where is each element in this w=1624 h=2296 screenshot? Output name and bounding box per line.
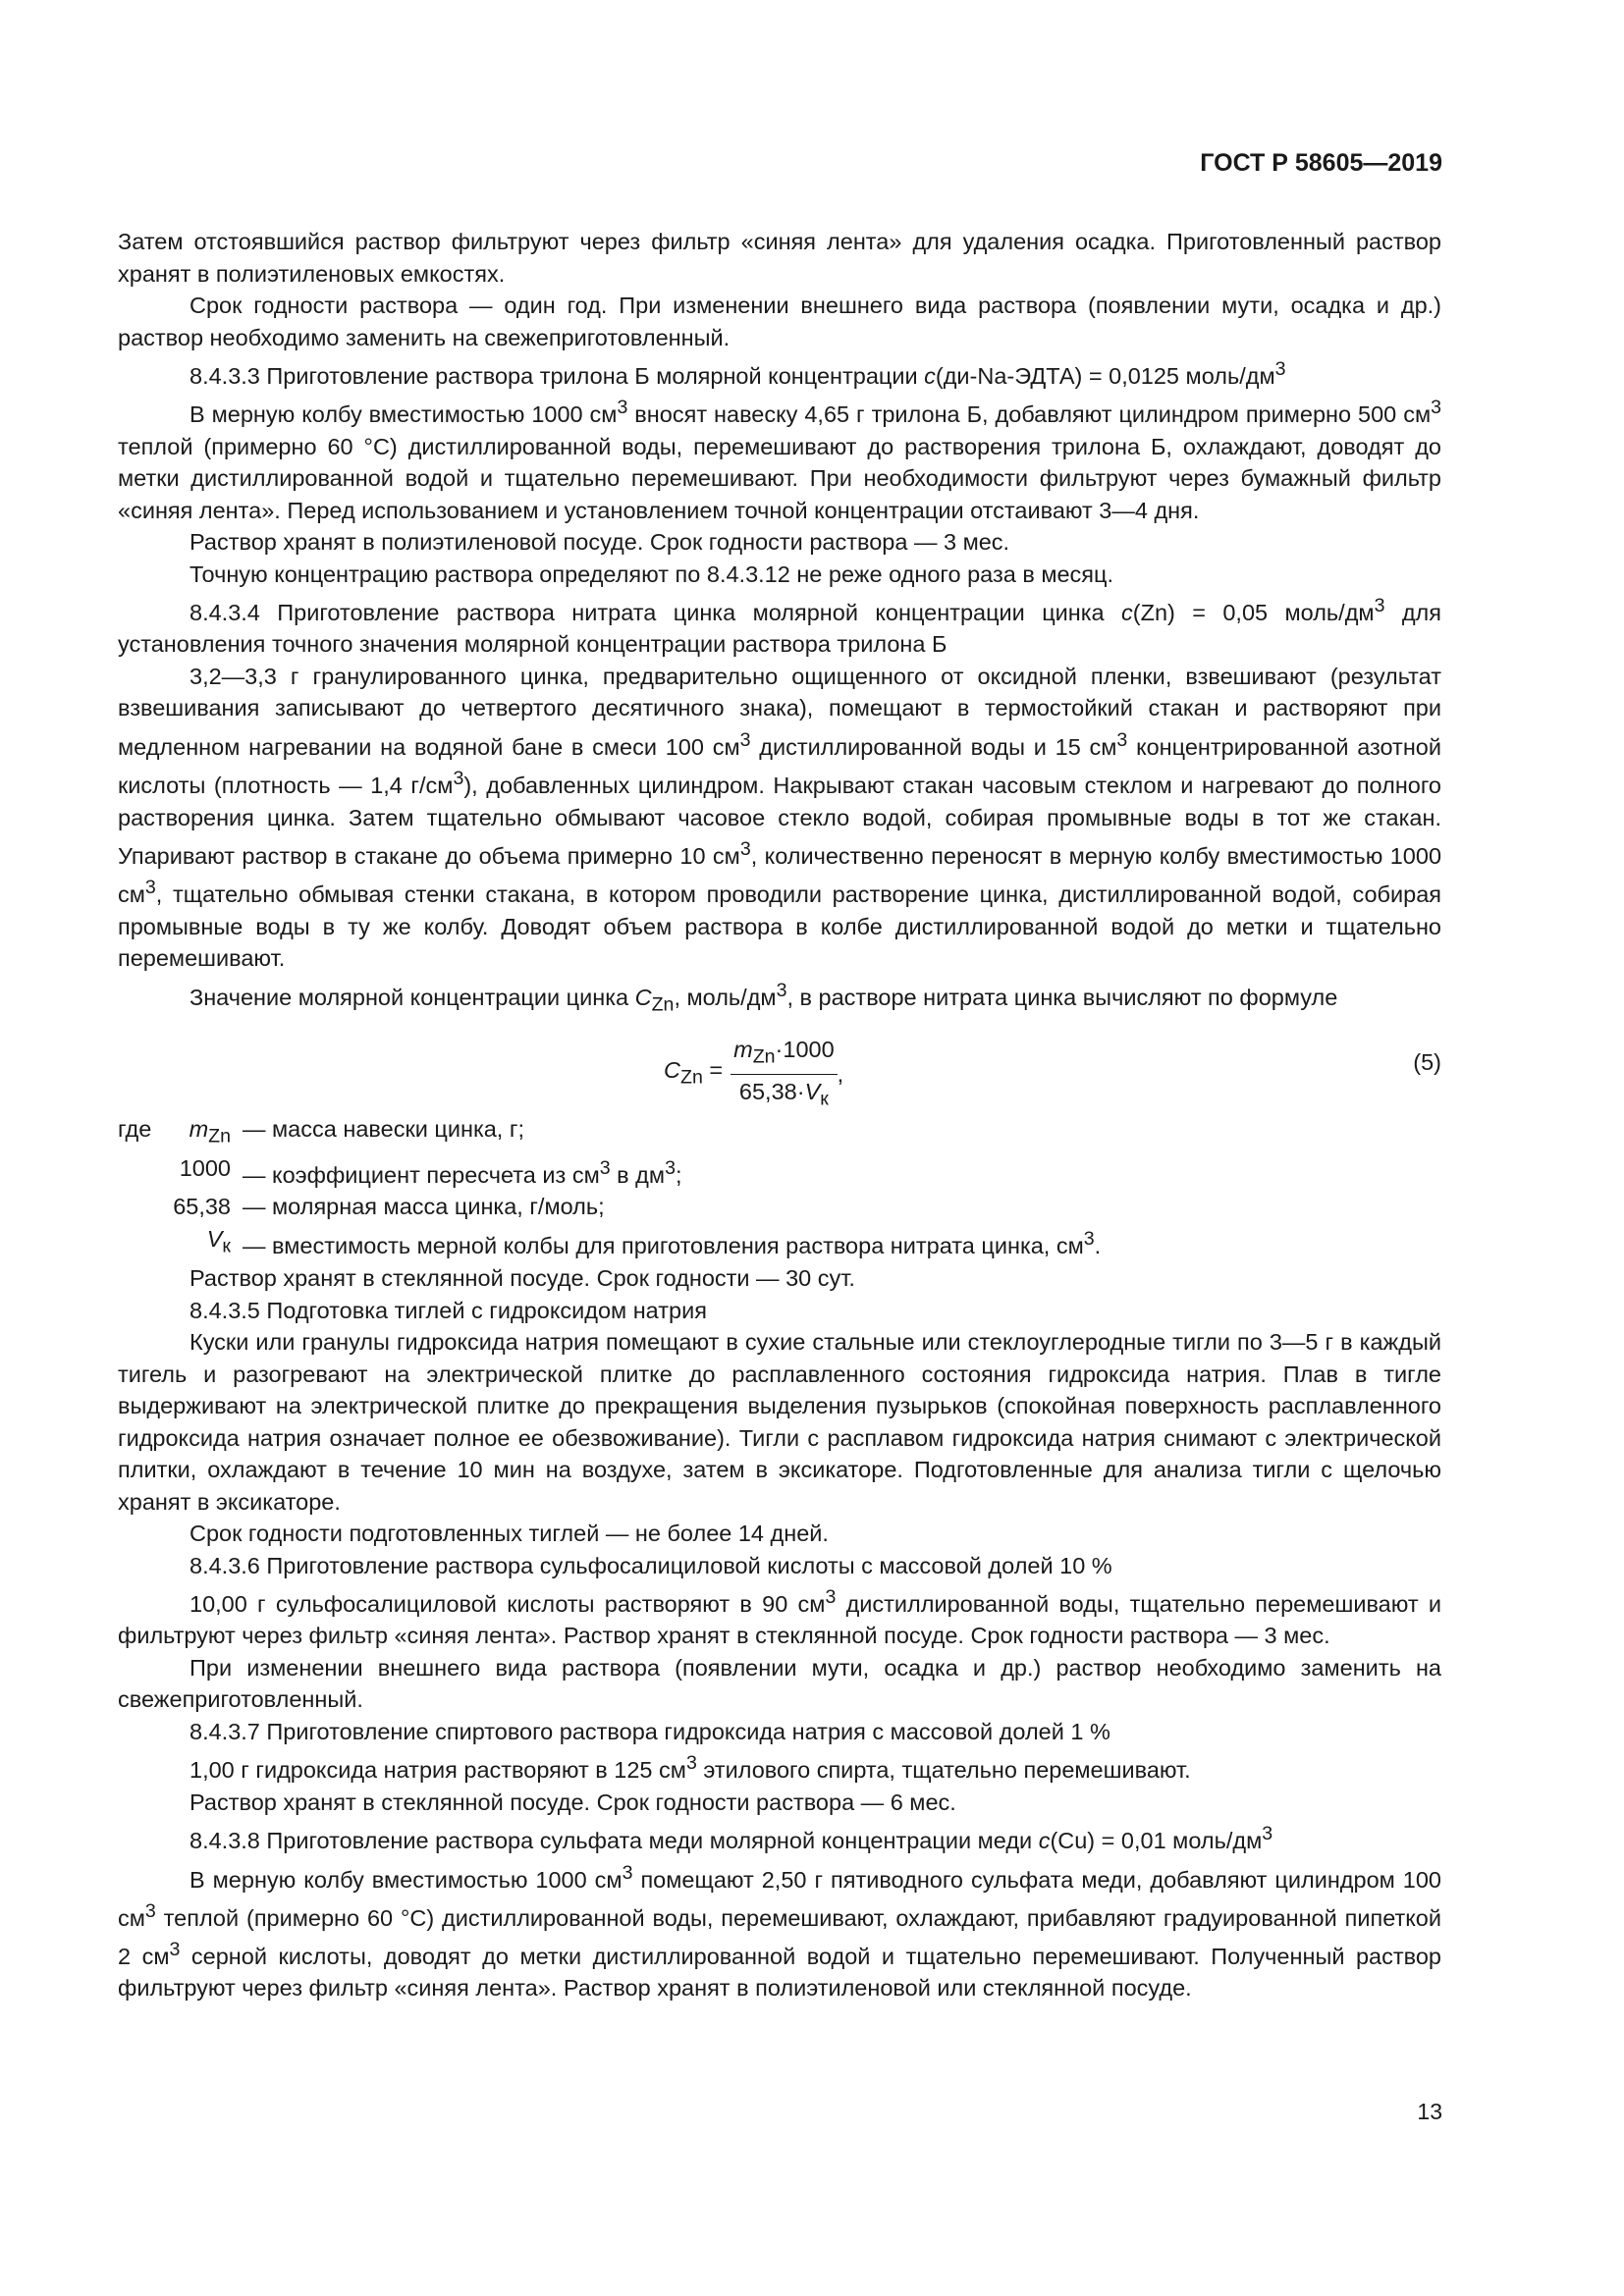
formula-5	[118, 1025, 1441, 1110]
formula-expression: $C_{Zn}$ = $\frac{m_{Zn}\cdot 1000}{65,38\cdot V_к}$ ,	[664, 1035, 843, 1113]
paragraph: Раствор хранят в стеклянной посуде. Срок годности — 30 сут.	[189, 1265, 855, 1292]
paragraph: Затем отстоявшийся раствор фильтруют через фильтр «синяя лента» для удаления осадка. Приготовленный раствор хранят в полиэтиленовых емкостях.	[118, 229, 1441, 287]
formula-fraction	[731, 1035, 838, 1113]
legend-row: 65,38 — молярная масса цинка, г/моль;	[173, 1194, 605, 1220]
paragraph: В мерную колбу вместимостью 1000 $см^3$ помещают 2,50 г пятиводного сульфата меди, добавляют цилиндром 100 $см^3$ теплой (примерно 60 °С) дистиллированной воды, перемешивают, охлаждают, прибавляют градуированной пипеткой 2 $см^3$ серной кислоты, доводят до метки дистиллированной водой и тщательно перемешивают. Полученный раствор фильтруют через фильтр «синяя лента». Раствор хранят в полиэтиленовой или стеклянной посуде.	[118, 1861, 1441, 2002]
paragraph: Раствор хранят в стеклянной посуде. Срок годности раствора — 6 мес.	[189, 1789, 956, 1815]
paragraph: Куски или гранулы гидроксида натрия помещают в сухие стальные или стеклоуглеродные тигли по 3—5 г в каждый тигель и разогревают на электрической плитке до расплавленного состояния гидроксида натрия. Плав в тигле выдерживают на электрической плитке до прекращения выделения пузырьков (спокойная поверхность расплавленного гидроксида натрия означает полное ее обезвоживание). Тигли с расплавом гидроксида натрия снимают с электрической плитки, охлаждают в течение 10 мин на воздухе, затем в эксикаторе. Подготовленные для анализа тигли с щелочью хранят в эксикаторе.	[118, 1329, 1441, 1515]
section-heading-8-4-3-7: 8.4.3.7 Приготовление спиртового раствора гидроксида натрия с массовой долей 1 %	[189, 1718, 1110, 1744]
paragraph: В мерную колбу вместимостью 1000 $см^3$ вносят навеску 4,65 г трилона Б, добавляют цилиндром примерно 500 $см^3$ теплой (примерно 60 °С) дистиллированной воды, перемешивают до растворения трилона Б, охлаждают, доводят до метки дистиллированной водой и тщательно перемешивают. При необходимости фильтруют через бумажный фильтр «синяя лента». Перед использованием и установлением точной концентрации отстаивают 3—4 дня.	[118, 397, 1441, 523]
section-heading-8-4-3-4: 8.4.3.4 Приготовление раствора нитрата цинка молярной концентрации цинка c(Zn) = 0,05 моль/$дм^3$ для установления точного значения молярной концентрации раствора трилона Б	[118, 595, 1441, 658]
section-heading-8-4-3-6: 8.4.3.6 Приготовление раствора сульфосалициловой кислоты с массовой долей 10 %	[189, 1552, 1112, 1578]
paragraph: 3,2—3,3 г гранулированного цинка, предварительно ощищенного от оксидной пленки, взвешивают (результат взвешивания записывают до четвертого десятичного знака), помещают в термостойкий стакан и растворяют при медленном нагревании на водяной бане в смеси 100 $см^3$ дистиллированной воды и 15 $см^3$ концентрированной азотной кислоты (плотность — 1,4 $г/см^3$), добавленных цилиндром. Накрывают стакан часовым стеклом и нагревают до полного растворения цинка. Затем тщательно обмывают часовое стекло водой, собирая промывные воды в тот же стакан. Упаривают раствор в стакане до объема примерно 10 $см^3$, количественно переносят в мерную колбу вместимостью 1000 $см^3$, тщательно обмывая стенки стакана, в котором проводили растворение цинка, дистиллированной водой, собирая промывные воды в ту же колбу. Доводят объем раствора в колбе дистиллированной водой до метки и тщательно перемешивают.	[118, 663, 1442, 972]
page-body	[118, 226, 1441, 2004]
section-heading-8-4-3-8: 8.4.3.8 Приготовление раствора сульфата меди молярной концентрации меди c(Cu) = 0,01 моль/$дм^3$	[189, 1823, 1273, 1853]
section-heading-8-4-3-3: 8.4.3.3 Приготовление раствора трилона Б молярной концентрации c(ди-Na-ЭДТА) = 0,0125 моль/$дм^3$	[189, 358, 1286, 389]
paragraph: 1,00 г гидроксида натрия растворяют в 125 $см^3$ этилового спирта, тщательно перемешивают.	[189, 1752, 1191, 1784]
document-code: ГОСТ Р 58605—2019	[1200, 149, 1442, 177]
paragraph: Срок годности подготовленных тиглей — не более 14 дней.	[189, 1521, 829, 1547]
section-heading-8-4-3-5: 8.4.3.5 Подготовка тиглей с гидроксидом натрия	[189, 1297, 707, 1323]
legend-row: $V_к$ — вместимость мерной колбы для приготовления раствора нитрата цинка, $см^3$.	[206, 1225, 1102, 1258]
page-number: 13	[1417, 2099, 1442, 2124]
legend-row: 1000 — коэффициент пересчета из $см^3$ в $дм^3$;	[179, 1155, 682, 1188]
paragraph: Точную концентрацию раствора определяют по 8.4.3.12 не реже одного раза в месяц.	[189, 561, 1114, 587]
formula-denominator: $65,38\cdot V_к$	[738, 1078, 829, 1110]
paragraph: 10,00 г сульфосалициловой кислоты растворяют в 90 $см^3$ дистиллированной воды, тщательно перемешивают и фильтруют через фильтр «синяя лента». Раствор хранят в стеклянной посуде. Срок годности раствора — 3 мес.	[118, 1586, 1441, 1649]
formula-legend	[118, 1113, 1441, 1262]
formula-number: (5)	[1413, 1048, 1441, 1075]
paragraph: При изменении внешнего вида раствора (появлении мути, осадка и др.) раствор необходимо заменить на свежеприготовленный.	[118, 1654, 1441, 1713]
paragraph: Срок годности раствора — один год. При изменении внешнего вида раствора (появлении мути, осадка и др.) раствор необходимо заменить на свежеприготовленный.	[118, 293, 1441, 350]
paragraph: Значение молярной концентрации цинка $C_{Zn}$, моль/$дм^3$, в растворе нитрата цинка вычисляют по формуле	[189, 979, 1338, 1016]
legend-row: где $m_{Zn}$ — масса навески цинка, г;	[118, 1115, 524, 1148]
formula-numerator: $m_{Zn}\cdot 1000$	[731, 1035, 838, 1075]
paragraph: Раствор хранят в полиэтиленовой посуде. Срок годности раствора — 3 мес.	[189, 529, 1010, 556]
